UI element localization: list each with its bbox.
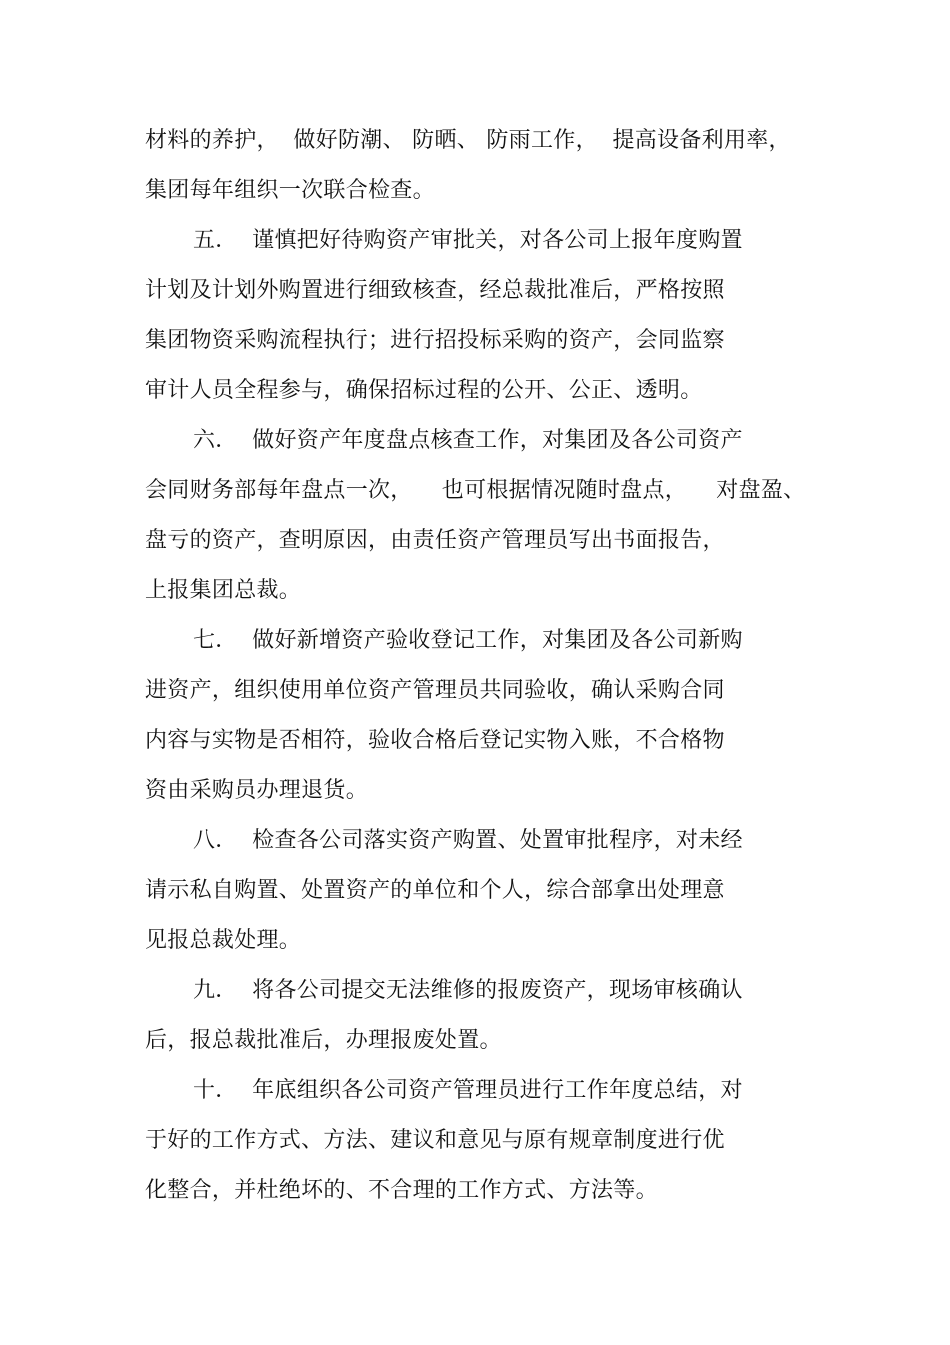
text-line: 请示私自购置、处置资产的单位和个人，综合部拿出处理意: [145, 878, 725, 903]
text-line: 集团物资采购流程执行；进行招投标采购的资产，会同监察: [145, 328, 725, 353]
text-line: 内容与实物是否相符，验收合格后登记实物入账，不合格物: [145, 728, 725, 753]
section-7-heading-line: 七． 做好新增资产验收登记工作，对集团及各公司新购: [193, 628, 743, 653]
section-8-heading-line: 八． 检查各公司落实资产购置、处置审批程序，对未经: [193, 828, 743, 853]
text-line: 进资产，组织使用单位资产管理员共同验收，确认采购合同: [145, 678, 725, 703]
text-line: 计划及计划外购置进行细致核查，经总裁批准后，严格按照: [145, 278, 725, 303]
section-10-heading-line: 十． 年底组织各公司资产管理员进行工作年度总结，对: [193, 1078, 743, 1103]
text-line: 资由采购员办理退货。: [145, 778, 369, 803]
text-line: 后，报总裁批准后，办理报废处置。: [145, 1028, 502, 1053]
text-line: 会同财务部每年盘点一次， 也可根据情况随时盘点， 对盘盈、: [145, 478, 806, 503]
section-6-heading-line: 六． 做好资产年度盘点核查工作，对集团及各公司资产: [193, 428, 743, 453]
text-line: 集团每年组织一次联合检查。: [145, 178, 435, 203]
text-line: 材料的养护， 做好防潮、 防晒、 防雨工作， 提高设备利用率，: [145, 128, 791, 153]
section-9-heading-line: 九． 将各公司提交无法维修的报废资产，现场审核确认: [193, 978, 743, 1003]
section-5-heading-line: 五． 谨慎把好待购资产审批关，对各公司上报年度购置: [193, 228, 743, 253]
text-line: 化整合，并杜绝坏的、不合理的工作方式、方法等。: [145, 1178, 658, 1203]
text-line: 上报集团总裁。: [145, 578, 302, 603]
text-line: 见报总裁处理。: [145, 928, 302, 953]
text-line: 盘亏的资产，查明原因，由责任资产管理员写出书面报告，: [145, 528, 725, 553]
text-line: 审计人员全程参与，确保招标过程的公开、公正、透明。: [145, 378, 703, 403]
text-line: 于好的工作方式、方法、建议和意见与原有规章制度进行优: [145, 1128, 725, 1153]
